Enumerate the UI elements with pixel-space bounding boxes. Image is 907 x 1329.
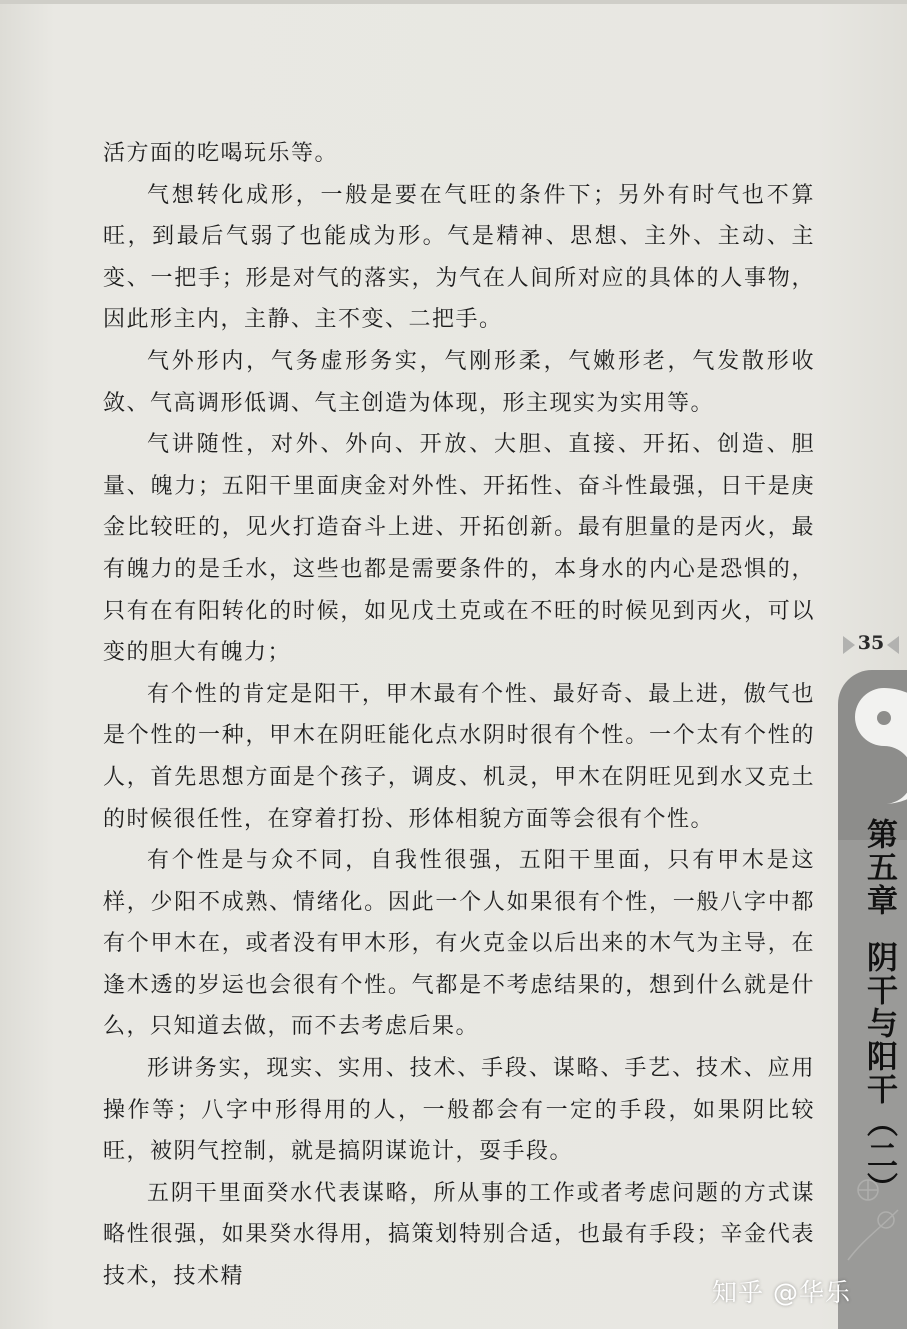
paragraph: 五阴干里面癸水代表谋略，所从事的工作或者考虑问题的方式谋略性很强，如果癸水得用，搞策划特别合适，也最有手段；辛金代表技术，技术精: [103, 1180, 815, 1290]
paragraph: 有个性的肯定是阳干，甲木最有个性、最好奇、最上进，傲气也是个性的一种，甲木在阴旺能化点水阴时很有个性。一个太有个性的人，首先思想方面是个孩子，调皮、机灵，甲木在阴旺见到水又克土的时候很任性，在穿着打扮、形体相貌方面等会很有个性。: [103, 681, 815, 832]
watermark: 知乎 @华乐: [712, 1278, 851, 1307]
paragraph: 有个性是与众不同，自我性很强，五阳干里面，只有甲木是这样，少阳不成熟、情绪化。因此一个人如果很有个性，一般八字中都有个甲木在，或者没有甲木形，有火克金以后出来的木气为主导，在逢木透的岁运也会很有个性。气都是不考虑结果的，想到什么就是什么，只知道去做，而不去考虑后果。: [103, 848, 815, 1040]
chapter-heading: [857, 818, 901, 1205]
page-edge: [0, 0, 907, 4]
triangle-right-icon: [887, 636, 899, 654]
body-text: [103, 133, 815, 1298]
page-number-marker: [843, 628, 907, 662]
paragraph: 气讲随性，对外、外向、开放、大胆、直接、开拓、创造、胆量、魄力；五阳干里面庚金对外性、开拓性、奋斗性最强，日干是庚金比较旺的，见火打造奋斗上进、开拓创新。最有胆量的是丙火，最有魄力的是壬水，这些也都是需要条件的，本身水的内心是恐惧的，只有在有阳转化的时候，如见戊土克或在不旺的时候见到丙火，可以变的胆大有魄力；: [103, 432, 815, 666]
paragraph: 气外形内，气务虚形务实，气刚形柔，气嫩形老，气发散形收敛、气高调形低调、气主创造为体现，形主现实为实用等。: [103, 348, 815, 416]
paragraph: 活方面的吃喝玩乐等。: [103, 141, 339, 166]
taiji-icon: [844, 684, 907, 808]
triangle-left-icon: [843, 636, 855, 654]
paragraph: 气想转化成形，一般是要在气旺的条件下；另外有时气也不算旺，到最后气弱了也能成为形。气是精神、思想、主外、主动、主变、一把手；形是对气的落实，为气在人间所对应的具体的人事物，因此形主内，主静、主不变、二把手。: [103, 182, 815, 333]
blossom-icon: [838, 1150, 907, 1270]
paragraph: 形讲务实，现实、实用、技术、手段、谋略、手艺、技术、应用操作等；八字中形得用的人，一般都会有一定的手段，如果阴比较旺，被阴气控制，就是搞阴谋诡计，耍手段。: [103, 1056, 815, 1165]
chapter-title: 阴干与阳干（二）: [861, 941, 897, 1205]
page-number: 35: [857, 632, 885, 654]
chapter-number: 第五章: [861, 818, 897, 917]
